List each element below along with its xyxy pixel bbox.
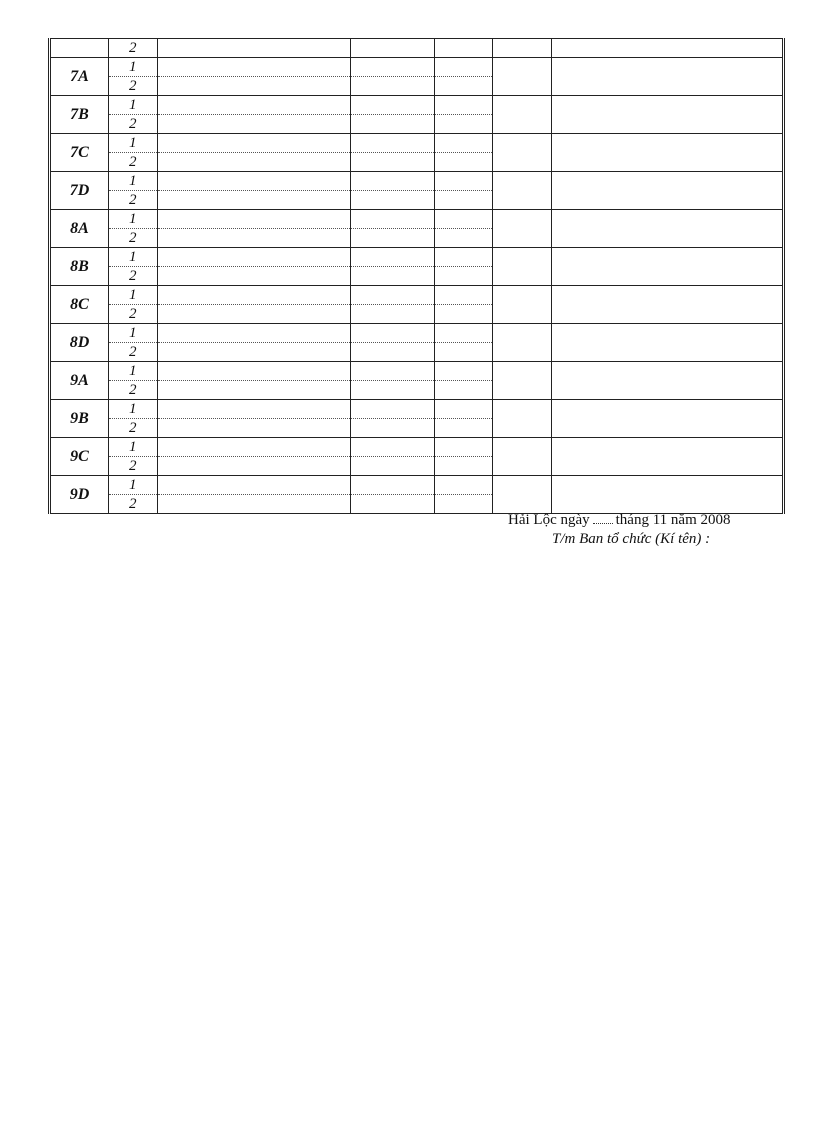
table-row: [50, 286, 784, 305]
score-cell: [435, 267, 493, 286]
score-cell: [435, 191, 493, 210]
score-cell: [351, 419, 435, 438]
score-cell: [351, 172, 435, 191]
score-cell: [351, 39, 435, 58]
score-cell: [351, 210, 435, 229]
score-cell: [435, 115, 493, 134]
score-cell: [158, 495, 351, 514]
score-cell: [351, 58, 435, 77]
score-cell: [351, 476, 435, 495]
score-cell: [158, 305, 351, 324]
footer-place-date-prefix: Hải Lộc ngày: [508, 512, 590, 528]
sub-row-number: 1: [109, 286, 158, 305]
note-cell: [552, 58, 784, 96]
sub-row-number: 1: [109, 476, 158, 495]
sub-row-number: 1: [109, 172, 158, 191]
sub-row-number: 1: [109, 438, 158, 457]
total-cell: [493, 39, 552, 58]
score-cell: [435, 343, 493, 362]
table-row: [50, 476, 784, 495]
score-cell: [158, 381, 351, 400]
class-cell: 7C: [50, 134, 109, 172]
table-row: [50, 58, 784, 77]
class-cell: [50, 39, 109, 58]
total-cell: [493, 248, 552, 286]
score-cell: [435, 324, 493, 343]
table-row: [50, 248, 784, 267]
table-row: [50, 438, 784, 457]
sub-row-number: 1: [109, 362, 158, 381]
score-cell: [435, 457, 493, 476]
score-cell: [158, 324, 351, 343]
table-row: [50, 324, 784, 343]
table-row: [50, 210, 784, 229]
score-cell: [435, 229, 493, 248]
note-cell: [552, 324, 784, 362]
class-cell: 9A: [50, 362, 109, 400]
total-cell: [493, 362, 552, 400]
score-cell: [158, 134, 351, 153]
note-cell: [552, 362, 784, 400]
class-cell: 7A: [50, 58, 109, 96]
table-row-continuation: [50, 39, 784, 58]
score-cell: [351, 305, 435, 324]
score-cell: [351, 495, 435, 514]
total-cell: [493, 172, 552, 210]
score-cell: [158, 419, 351, 438]
score-cell: [435, 438, 493, 457]
score-cell: [435, 286, 493, 305]
sub-row-number: 2: [109, 495, 158, 514]
score-cell: [435, 381, 493, 400]
note-cell: [552, 134, 784, 172]
score-cell: [351, 134, 435, 153]
sub-row-number: 1: [109, 248, 158, 267]
score-cell: [351, 286, 435, 305]
score-cell: [435, 134, 493, 153]
table-row: [50, 400, 784, 419]
score-cell: [158, 267, 351, 286]
score-cell: [435, 77, 493, 96]
score-cell: [158, 286, 351, 305]
table-row: [50, 96, 784, 115]
score-cell: [158, 362, 351, 381]
class-cell: 9C: [50, 438, 109, 476]
class-cell: 8C: [50, 286, 109, 324]
score-cell: [435, 419, 493, 438]
score-cell: [158, 476, 351, 495]
score-cell: [435, 248, 493, 267]
score-cell: [158, 343, 351, 362]
score-cell: [435, 58, 493, 77]
sub-row-number: 1: [109, 58, 158, 77]
footer-date-line: [508, 512, 783, 529]
score-cell: [158, 438, 351, 457]
note-cell: [552, 286, 784, 324]
sub-row-number: 1: [109, 400, 158, 419]
score-cell: [351, 115, 435, 134]
score-cell: [158, 229, 351, 248]
total-cell: [493, 286, 552, 324]
score-cell: [435, 172, 493, 191]
note-cell: [552, 172, 784, 210]
class-cell: 9B: [50, 400, 109, 438]
score-cell: [158, 77, 351, 96]
date-blank: [593, 513, 613, 524]
total-cell: [493, 210, 552, 248]
class-cell: 9D: [50, 476, 109, 514]
sub-row-number: 2: [109, 343, 158, 362]
score-table: [48, 38, 785, 514]
sub-row-number: 1: [109, 324, 158, 343]
sub-row-number: 1: [109, 134, 158, 153]
sub-row-number: 2: [109, 191, 158, 210]
table-row: [50, 134, 784, 153]
score-cell: [435, 362, 493, 381]
score-cell: [158, 457, 351, 476]
score-cell: [351, 153, 435, 172]
score-cell: [158, 172, 351, 191]
class-cell: 8D: [50, 324, 109, 362]
note-cell: [552, 248, 784, 286]
score-cell: [351, 96, 435, 115]
score-cell: [158, 153, 351, 172]
sub-row-number: 2: [109, 267, 158, 286]
sub-row-number: 2: [109, 77, 158, 96]
score-cell: [158, 400, 351, 419]
sub-row-number: 1: [109, 210, 158, 229]
score-cell: [351, 324, 435, 343]
sub-row-number: 2: [109, 115, 158, 134]
score-cell: [351, 343, 435, 362]
total-cell: [493, 96, 552, 134]
sub-row-number: 2: [109, 153, 158, 172]
score-cell: [351, 229, 435, 248]
class-cell: 8B: [50, 248, 109, 286]
score-cell: [351, 438, 435, 457]
score-cell: [158, 115, 351, 134]
score-cell: [158, 210, 351, 229]
total-cell: [493, 476, 552, 514]
score-cell: [351, 77, 435, 96]
total-cell: [493, 400, 552, 438]
footer-place-date-suffix: tháng 11 năm 2008: [615, 512, 731, 528]
table-row: [50, 172, 784, 191]
table-row: [50, 362, 784, 381]
sub-row-number: 2: [109, 457, 158, 476]
score-cell: [351, 362, 435, 381]
sub-row-number: 2: [109, 381, 158, 400]
score-cell: [435, 476, 493, 495]
score-cell: [351, 191, 435, 210]
class-cell: 8A: [50, 210, 109, 248]
score-cell: [435, 305, 493, 324]
score-cell: [435, 210, 493, 229]
note-cell: [552, 96, 784, 134]
total-cell: [493, 438, 552, 476]
class-cell: 7D: [50, 172, 109, 210]
score-cell: [351, 400, 435, 419]
footer-signature: T/m Ban tổ chức (Kí tên) :: [552, 531, 711, 547]
score-cell: [351, 381, 435, 400]
score-cell: [158, 96, 351, 115]
note-cell: [552, 476, 784, 514]
score-cell: [435, 495, 493, 514]
score-cell: [435, 400, 493, 419]
class-cell: 7B: [50, 96, 109, 134]
total-cell: [493, 58, 552, 96]
score-cell: [351, 248, 435, 267]
sub-row-number: 2: [109, 305, 158, 324]
sub-row-number: 1: [109, 96, 158, 115]
sub-row-number: 2: [109, 419, 158, 438]
note-cell: [552, 210, 784, 248]
note-cell: [552, 39, 784, 58]
note-cell: [552, 438, 784, 476]
total-cell: [493, 134, 552, 172]
score-cell: [158, 58, 351, 77]
total-cell: [493, 324, 552, 362]
note-cell: [552, 400, 784, 438]
sub-row-number: 2: [109, 39, 158, 58]
score-cell: [158, 248, 351, 267]
score-cell: [435, 39, 493, 58]
sub-row-number: 2: [109, 229, 158, 248]
score-cell: [351, 267, 435, 286]
score-cell: [158, 39, 351, 58]
score-cell: [351, 457, 435, 476]
score-cell: [435, 96, 493, 115]
score-cell: [158, 191, 351, 210]
score-cell: [435, 153, 493, 172]
